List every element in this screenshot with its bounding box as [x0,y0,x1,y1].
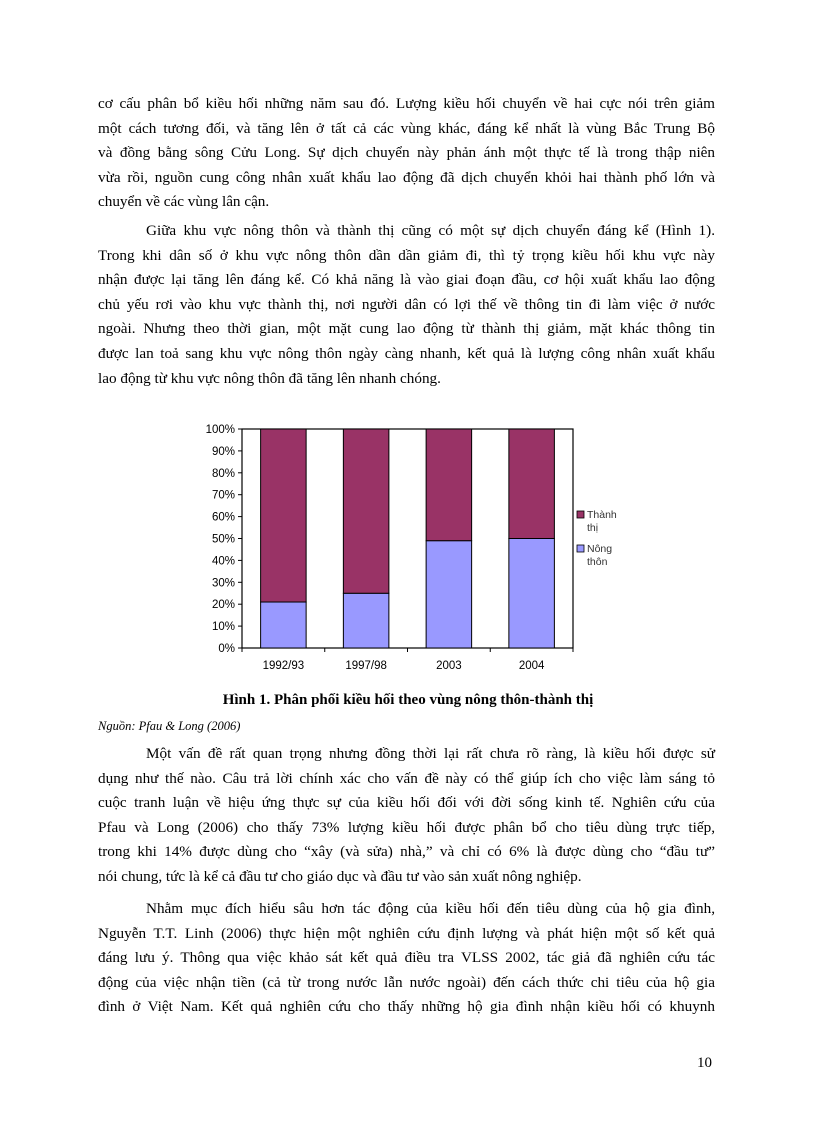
figure-caption: Hình 1. Phân phối kiều hối theo vùng nông thôn-thành thị [222,692,594,708]
y-tick-label: 10% [211,621,235,634]
y-tick-label: 0% [218,643,235,655]
legend-label: thôn [587,556,608,568]
text-line: đáng lưu ý. Thông qua việc khảo sát kết quả điều tra VLSS 2002, tác giả đã nghiên cứu tác [98,949,715,967]
legend-swatch [577,545,584,552]
y-tick-label: 50% [211,533,235,546]
bar-nong-thon [343,593,389,648]
bar-thanh-thi [261,429,307,602]
text-line: Trong khi dân số ở khu vực nông thôn dần dần giảm đi, thì tỷ trọng kiều hối khu vực này [98,246,715,264]
figure-source: Nguồn: Pfau & Long (2006) [98,719,241,733]
paragraph-2 [98,219,715,391]
x-tick-label: 2004 [518,660,545,672]
paragraph-3 [98,742,715,890]
text-line: dụng như thế nào. Câu trả lời chính xác cho vấn đề này có thể giúp ích cho việc làm sáng tỏ [98,769,715,787]
text-line: được lan toả sang khu vực nông thôn ngày càng nhanh, kết quả là lượng công nhân xuất khẩu [98,344,715,362]
bar-nong-thon [426,541,472,648]
text-line: Pfau và Long (2006) cho thấy 73% lượng kiều hối được phân bổ cho tiêu dùng trực tiếp, [98,818,715,836]
paragraph-1 [98,92,715,215]
paragraph-4 [98,897,715,1020]
x-tick-label: 1997/98 [345,660,387,672]
text-line: lao động từ khu vực nông thôn đã tăng lên nhanh chóng. [98,369,441,387]
text-line: ngoài. Nhưng theo thời gian, một mặt cung lao động từ thành thị giảm, mặt khác thông tin [98,320,715,338]
text-line: và đồng bằng sông Cửu Long. Sự dịch chuyển này phản ánh một thực tế là trong thập niên [98,144,715,162]
y-tick-label: 100% [205,424,235,436]
legend-swatch [577,511,584,518]
text-line: đình ở Việt Nam. Kết quả nghiên cứu cho thấy những hộ gia đình nhận kiều hối có khuynh [98,998,715,1016]
bar-thanh-thi [426,429,472,541]
text-line: chuyển về các vùng lân cận. [98,193,270,211]
bar-thanh-thi [343,429,389,593]
text-line: chủ yếu rơi vào khu vực thành thị, nơi người dân có lợi thế về thông tin đi làm việc ở nước [98,295,715,313]
y-tick-label: 40% [211,555,235,568]
text-line: Giữa khu vực nông thôn và thành thị cũng có một sự dịch chuyển đáng kể (Hình 1). [146,222,715,239]
y-tick-label: 80% [211,467,235,480]
text-line: cuộc tranh luận về hiệu ứng thực sự của kiều hối đối với đời sống kinh tế. Nghiên cứu của [98,794,715,812]
x-tick-label: 2003 [436,660,462,672]
x-tick-label: 1992/93 [262,660,305,672]
text-line: Nguyễn T.T. Linh (2006) thực hiện một nghiên cứu định lượng và phát hiện một số kết quả [98,924,715,942]
text-line: một cách tương đối, và tăng lên ở tất cả các vùng khác, đáng kể nhất là vùng Bắc Trung Bộ [98,119,715,137]
text-line: trong khi 14% được dùng cho “xây (và sửa) nhà,” và chỉ có 6% là được dùng cho “đầu tư” [98,843,715,861]
text-line: vừa rồi, nguồn cung công nhân xuất khẩu lao động đã dịch chuyển khỏi hai thành phố lớn và [98,168,715,186]
text-line: động của việc nhận tiền (cả từ trong nước lẫn nước ngoài) đến cách thức chi tiêu của hộ gia [98,973,715,991]
text-line: cơ cấu phân bổ kiều hối những năm sau đó. Lượng kiều hối chuyển về hai cực nói trên giảm [98,95,715,112]
bar-nong-thon [261,602,307,648]
text-line: nhận được lại tăng lên đáng kể. Có khả năng là vào giai đoạn đầu, cơ hội xuất khẩu lao động [98,271,715,289]
text-line: Nhằm mục đích hiểu sâu hơn tác động của kiều hối đến tiêu dùng của hộ gia đình, [146,900,715,917]
legend-label: Nông [587,543,613,555]
y-tick-label: 70% [211,489,235,502]
y-tick-label: 30% [211,577,235,590]
chart-svg [196,418,626,680]
y-tick-label: 20% [211,599,235,612]
bar-chart [196,418,626,680]
bar-thanh-thi [509,429,555,539]
bar-nong-thon [509,539,555,649]
page-number: 10 [697,1055,712,1071]
y-tick-label: 90% [211,445,235,458]
text-line: Một vấn đề rất quan trọng nhưng đồng thời lại rất chưa rõ ràng, là kiều hối được sử [146,745,715,762]
legend-label: thị [587,522,599,534]
legend-label: Thành [587,509,617,521]
y-tick-label: 60% [211,511,235,524]
text-line: nói chung, tức là kể cả đầu tư cho giáo dục và đầu tư vào sản xuất nông nghiệp. [98,867,582,885]
